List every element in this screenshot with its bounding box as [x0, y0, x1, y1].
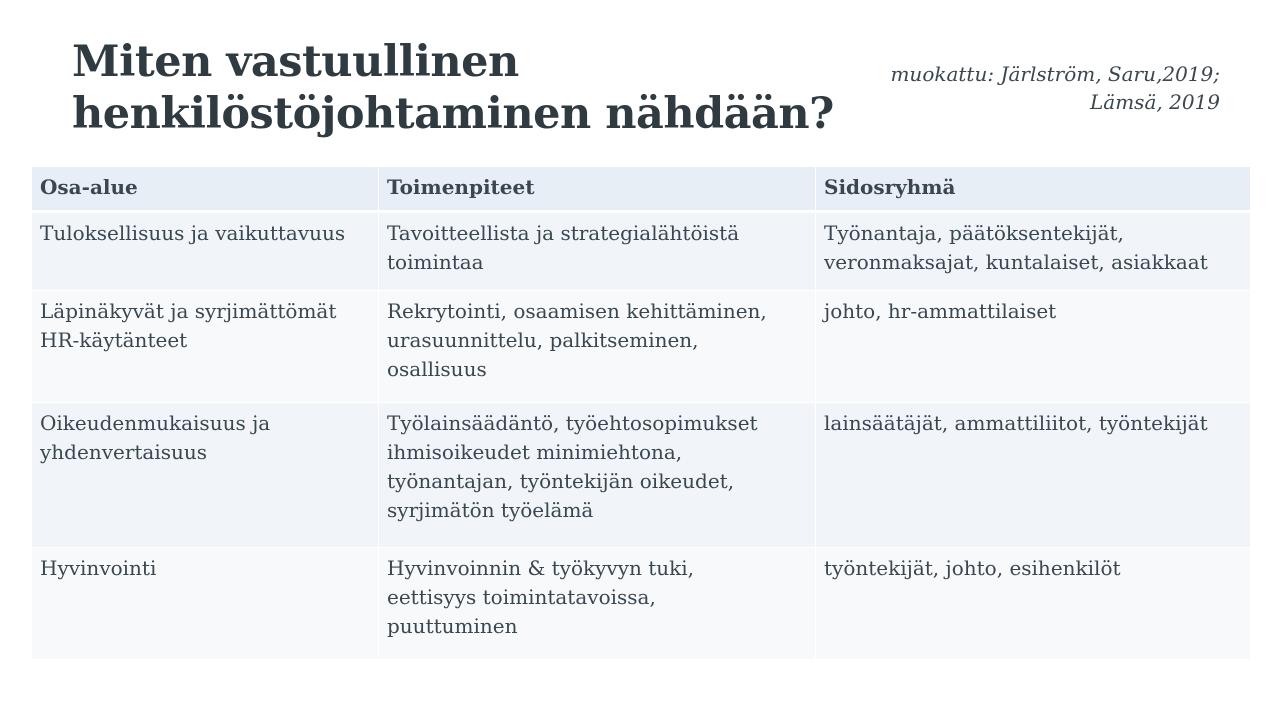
cell-line: puuttuminen — [387, 613, 518, 638]
cell-area — [32, 211, 379, 290]
cell-line: syrjimätön työelämä — [387, 497, 594, 522]
source-citation-line-1: muokattu: Järlström, Saru,2019; — [890, 62, 1220, 86]
header-sidosryhma: Sidosryhmä — [816, 167, 1251, 211]
cell-stakeholders — [816, 211, 1251, 290]
cell-stakeholders — [816, 402, 1251, 547]
cell-line: Hyvinvointi — [40, 555, 157, 580]
table-row — [32, 547, 1251, 659]
cell-line: työntekijät, johto, esihenkilöt — [824, 555, 1121, 580]
cell-actions — [379, 211, 816, 290]
cell-line: eettisyys toimintatavoissa, — [387, 584, 656, 609]
cell-line: Rekrytointi, osaamisen kehittäminen, — [387, 298, 767, 323]
cell-line: veronmaksajat, kuntalaiset, asiakkaat — [824, 249, 1208, 274]
source-citation-line-2: Lämsä, 2019 — [1090, 90, 1220, 114]
cell-line: johto, hr-ammattilaiset — [824, 298, 1057, 323]
cell-line: Työnantaja, päätöksentekijät, — [824, 220, 1124, 245]
slide-title-line-1: Miten vastuullinen — [72, 37, 519, 87]
cell-area — [32, 547, 379, 659]
cell-line: Työlainsäädäntö, työehtosopimukset — [387, 410, 758, 435]
cell-line: osallisuus — [387, 356, 487, 381]
cell-stakeholders — [816, 290, 1251, 402]
slide-title-line-2: henkilöstöjohtaminen nähdään? — [72, 89, 834, 139]
table-header-row — [32, 167, 1251, 211]
cell-line: ihmisoikeudet minimiehtona, — [387, 439, 683, 464]
header-osa-alue: Osa-alue — [32, 167, 379, 211]
cell-line: HR-käytänteet — [40, 327, 188, 352]
cell-actions — [379, 547, 816, 659]
cell-line: Tavoitteellista ja strategialähtöistä — [387, 220, 740, 245]
cell-area — [32, 290, 379, 402]
cell-line: Tuloksellisuus ja vaikuttavuus — [40, 220, 346, 245]
cell-line: Oikeudenmukaisuus ja — [40, 410, 271, 435]
cell-actions — [379, 290, 816, 402]
cell-line: yhdenvertaisuus — [40, 439, 208, 464]
table-row — [32, 211, 1251, 290]
cell-line: urasuunnittelu, palkitseminen, — [387, 327, 699, 352]
cell-line: Hyvinvoinnin & työkyvyn tuki, — [387, 555, 695, 580]
source-citation — [890, 60, 1220, 116]
cell-line: Läpinäkyvät ja syrjimättömät — [40, 298, 337, 323]
cell-stakeholders — [816, 547, 1251, 659]
cell-line: toimintaa — [387, 249, 484, 274]
cell-line: työnantajan, työntekijän oikeudet, — [387, 468, 735, 493]
hr-responsibility-table — [31, 167, 1251, 660]
table-row — [32, 402, 1251, 547]
cell-line: lainsäätäjät, ammattiliitot, työntekijät — [824, 410, 1208, 435]
cell-actions — [379, 402, 816, 547]
slide-title — [72, 36, 834, 140]
header-toimenpiteet: Toimenpiteet — [379, 167, 816, 211]
cell-area — [32, 402, 379, 547]
table-row — [32, 290, 1251, 402]
